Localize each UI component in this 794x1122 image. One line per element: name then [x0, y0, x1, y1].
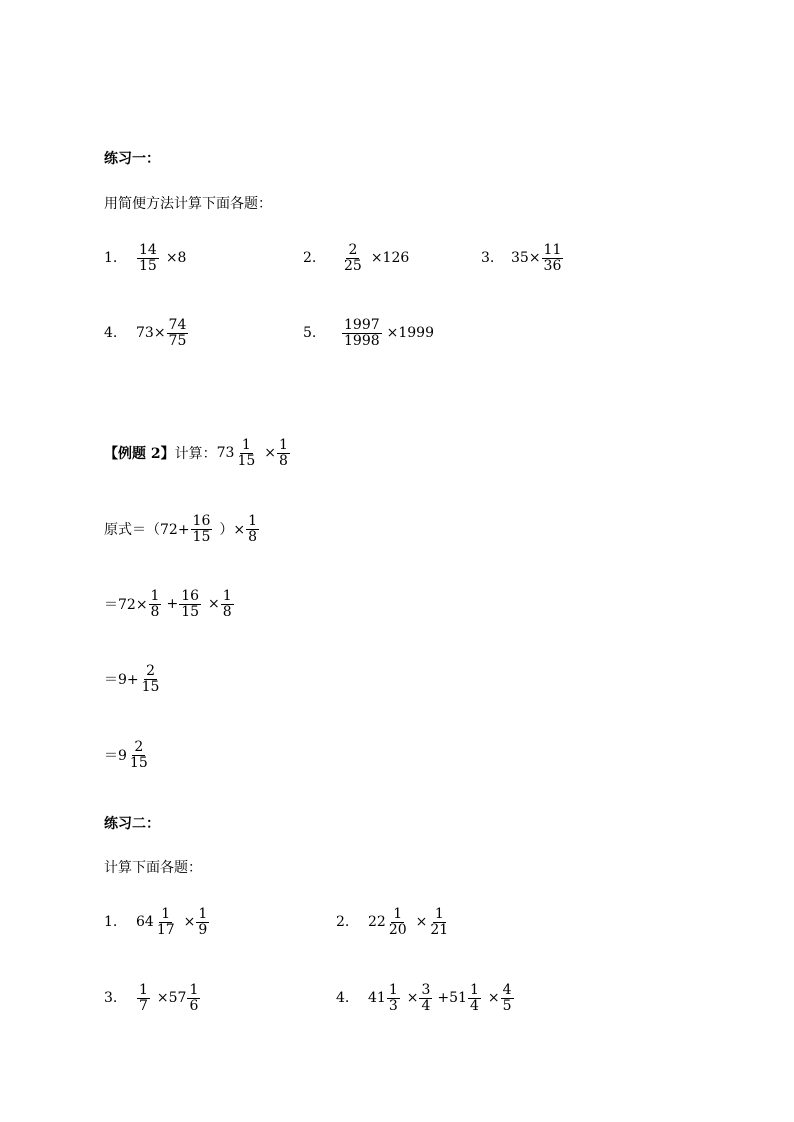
operator: × [406, 990, 419, 1007]
fraction: $\frac{16}{15}$ [192, 513, 211, 545]
problem-number: 4. [104, 325, 118, 342]
operator: × [183, 914, 196, 931]
problem-1-3 [481, 243, 564, 273]
mixed-whole: 41 [368, 990, 386, 1007]
exercise-2-instruction: 计算下面各题： [104, 860, 202, 876]
fraction: $\frac{1}{8}$ [150, 588, 160, 620]
fraction: $\frac{14}{15}$ [139, 242, 157, 274]
problem-2-4 [336, 983, 515, 1013]
solution-step-4 [104, 740, 151, 770]
expression-tail: ×8 [165, 250, 187, 267]
operator: × [487, 990, 500, 1007]
fraction: $\frac{1}{9}$ [198, 906, 208, 938]
exercise-1-instruction: 用简便方法计算下面各题： [104, 196, 272, 212]
fraction: $\frac{11}{36}$ [543, 242, 562, 274]
problem-number: 2. [303, 250, 317, 267]
operator: × [208, 596, 220, 613]
exercise-2-title: 练习二： [104, 816, 160, 832]
expression-tail: ×126 [370, 250, 410, 267]
solution-step-2 [104, 589, 235, 619]
step-text: ＝9+ [104, 672, 139, 689]
fraction: $\frac{1}{8}$ [222, 588, 232, 620]
problem-1-2 [303, 243, 409, 273]
fraction: $\frac{1}{6}$ [189, 982, 199, 1014]
mixed-whole: 22 [368, 914, 386, 931]
fraction: $\frac{2}{25}$ [344, 242, 362, 274]
problem-2-2 [336, 907, 451, 937]
fraction: $\frac{1997}{1998}$ [344, 317, 380, 349]
expression-text: +51 [437, 990, 467, 1007]
step-text: ＝72× [104, 597, 148, 614]
step-text: 原式＝（72+ [104, 522, 190, 539]
fraction: $\frac{1}{3}$ [388, 982, 398, 1014]
fraction: $\frac{1}{17}$ [156, 906, 175, 938]
problem-1-5 [303, 318, 434, 348]
mixed-whole: 73 [216, 445, 235, 462]
fraction: $\frac{4}{5}$ [502, 982, 512, 1014]
exercise-1-title: 练习一： [104, 151, 160, 167]
fraction: $\frac{1}{20}$ [388, 906, 407, 938]
fraction: $\frac{1}{7}$ [139, 982, 148, 1014]
problem-2-1 [104, 907, 210, 937]
problem-number: 1. [104, 914, 118, 931]
fraction: $\frac{1}{8}$ [279, 437, 288, 469]
problem-number: 2. [336, 914, 350, 931]
solution-step-3 [104, 664, 162, 694]
problem-number: 3. [104, 990, 118, 1007]
expression-head: 35× [511, 250, 541, 267]
problem-number: 3. [481, 250, 495, 267]
problem-2-3 [104, 983, 201, 1013]
solution-step-1 [104, 514, 260, 544]
problem-1-4 [104, 318, 189, 348]
mixed-whole: 64 [136, 914, 154, 931]
example-2 [104, 438, 291, 468]
problem-number: 1. [104, 250, 118, 267]
step-text: + [166, 596, 179, 613]
example-lead: 计算： [174, 446, 217, 463]
step-text: ）× [219, 522, 246, 539]
fraction: $\frac{3}{4}$ [421, 982, 431, 1014]
fraction: $\frac{1}{4}$ [469, 982, 479, 1014]
fraction: $\frac{1}{8}$ [248, 513, 258, 545]
operator: × [264, 445, 277, 462]
operator: ×57 [156, 990, 187, 1007]
step-text: ＝9 [104, 748, 127, 765]
expression-head: 73× [136, 325, 166, 342]
fraction: $\frac{1}{15}$ [237, 437, 256, 469]
fraction: $\frac{74}{75}$ [168, 317, 187, 349]
fraction: $\frac{2}{15}$ [129, 739, 148, 771]
expression-tail: ×1999 [386, 325, 434, 342]
operator: × [415, 914, 428, 931]
example-label: 【例题 2】 [104, 446, 175, 463]
problem-1-1 [104, 243, 186, 273]
fraction: $\frac{1}{21}$ [430, 906, 449, 938]
problem-number: 5. [303, 325, 317, 342]
fraction: $\frac{16}{15}$ [181, 588, 200, 620]
fraction: $\frac{2}{15}$ [141, 663, 160, 695]
problem-number: 4. [336, 990, 350, 1007]
